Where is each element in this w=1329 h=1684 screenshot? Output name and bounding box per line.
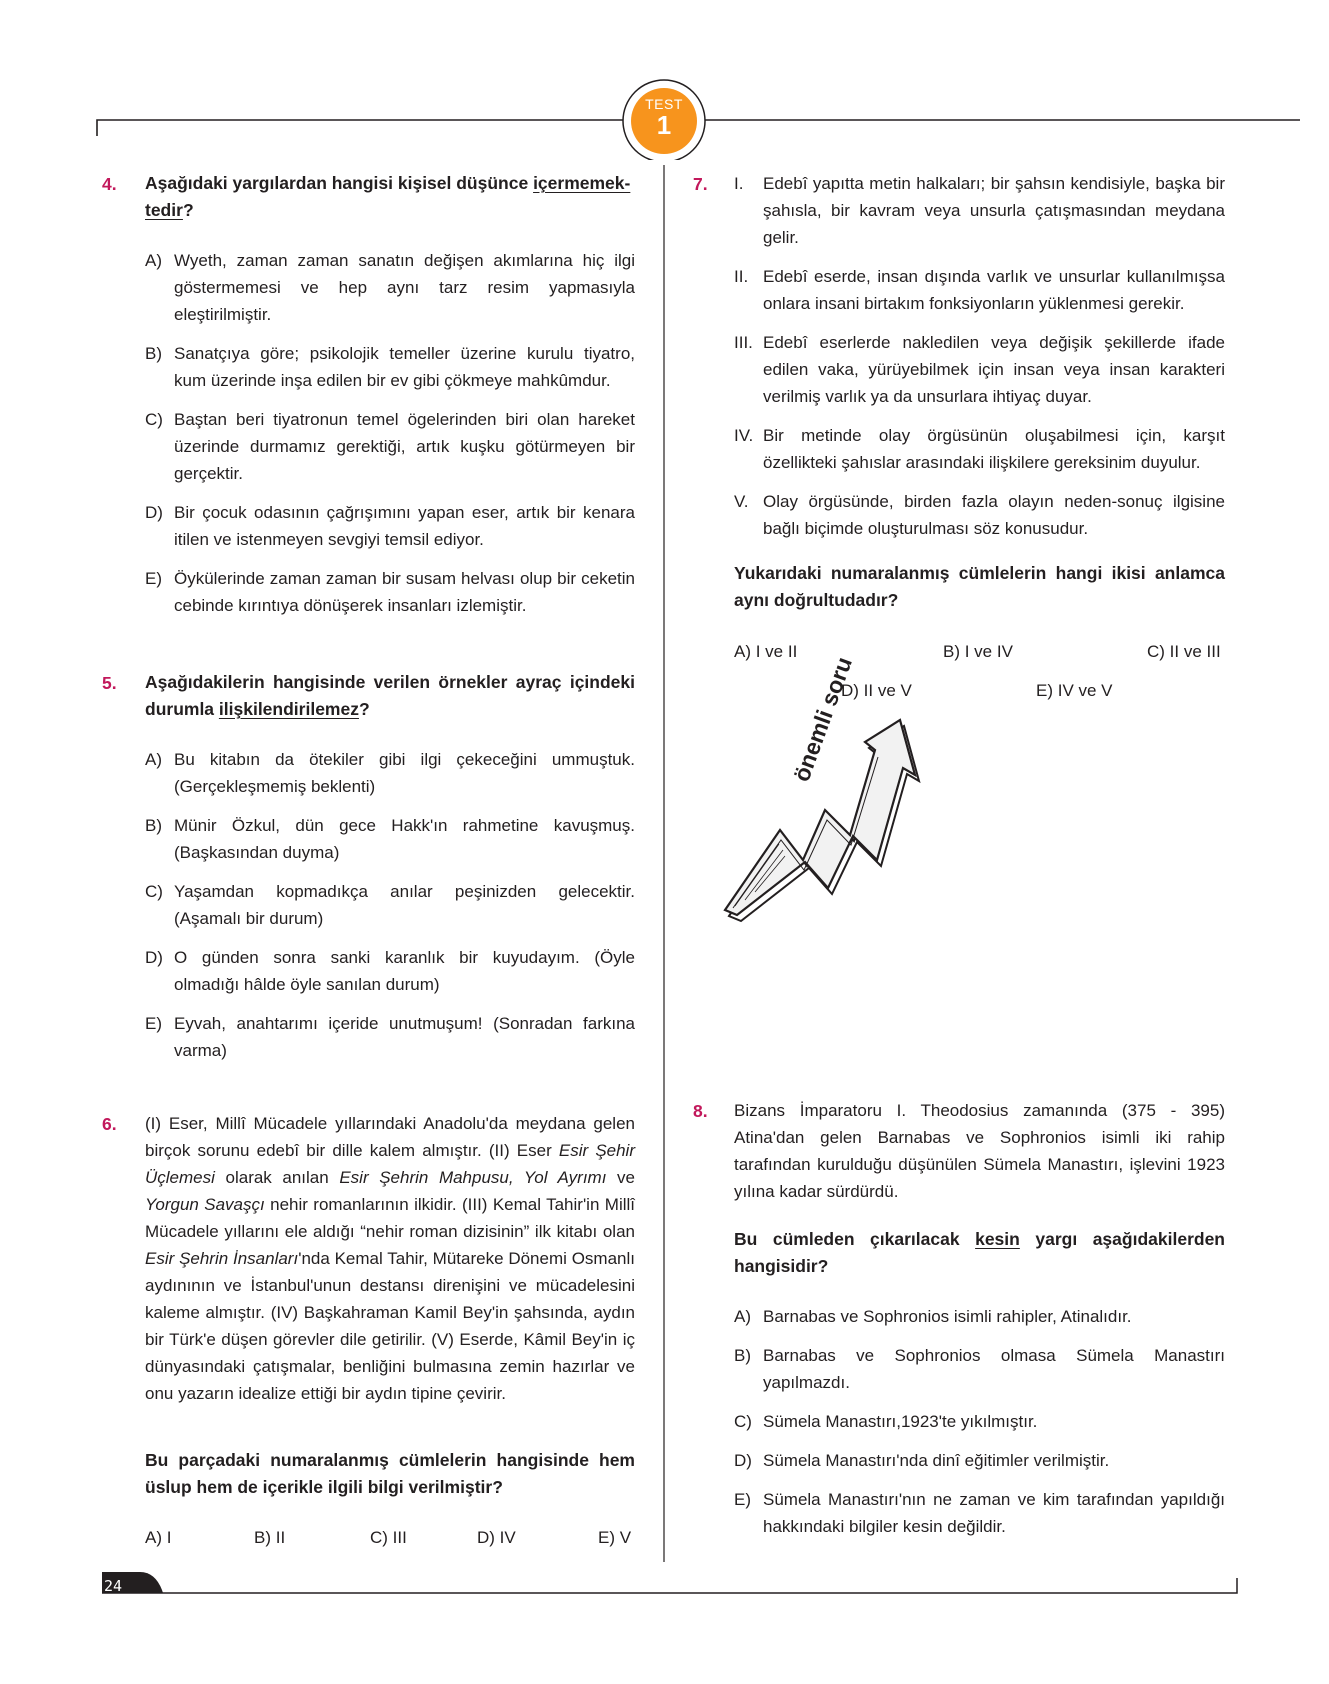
q8-option-d[interactable]: D) Sümela Manastırı'nda dinî eğitimler verilmiştir. (734, 1451, 1110, 1470)
q4-option-a[interactable]: A) Wyeth, zaman zaman sanatın değişen akımlarına hiç ilgi göstermemesi ve hep aynı tarz resim yapmasıyla eleştirilmiştir. (145, 251, 635, 324)
test-label: TEST (645, 96, 683, 112)
q7-option-e[interactable]: E) IV ve V (1036, 681, 1113, 700)
q4-option-e[interactable]: E) Öykülerinde zaman zaman bir susam helvası olup bir ceketin cebinde kırıntıya dönüşerek insanları izlemiştir. (145, 569, 635, 615)
q5-option-d[interactable]: D) O günden sonra sanki karanlık bir kuyudayım. (Öyle olmadığı hâlde öyle sanılan durum) (145, 948, 635, 994)
q7-option-a[interactable]: A) I ve II (734, 642, 798, 661)
footer-frame (0, 1560, 1329, 1610)
q4-option-c[interactable]: C) Baştan beri tiyatronun temel ögelerinden biri olan hareket üzerinde durmamız gerektiği, artık kuşku götürmeyen bir gerçektir. (145, 410, 635, 483)
q7-option-d[interactable]: D) II ve V (841, 681, 912, 700)
test-number: 1 (656, 110, 672, 140)
q7-question: Yukarıdaki numaralanmış cümlelerin hangi ikisi anlamca aynı doğrultudadır? (734, 563, 1225, 610)
q6-option-b[interactable]: B) II (254, 1528, 286, 1547)
q8-passage: Bizans İmparatoru I. Theodosius zamanında (375 - 395) Atina'dan gelen Barnabas ve Sophronios isimli iki rahip tarafından kurulduğu düşünülen Sümela Manastırı, işlevini 1923 yılına kadar sürdürdü. (734, 1101, 1225, 1201)
q8-number: 8. (693, 1101, 708, 1121)
q6-number: 6. (102, 1114, 117, 1134)
q6-option-e[interactable]: E) V (598, 1528, 632, 1547)
q5-option-e[interactable]: E) Eyvah, anahtarımı içeride unutmuşum! (Sonradan farkına varma) (145, 1014, 635, 1060)
page-number: 24 (104, 1577, 123, 1595)
q6-option-d[interactable]: D) IV (477, 1528, 516, 1547)
q8-option-c[interactable]: C) Sümela Manastırı,1923'te yıkılmıştır. (734, 1412, 1038, 1431)
q7-number: 7. (693, 174, 708, 194)
q4-option-d[interactable]: D) Bir çocuk odasının çağrışımını yapan eser, artık bir kenara itilen ve istenmeyen sevgiyi temsil ediyor. (145, 503, 635, 549)
q7-item-4: IV. Bir metinde olay örgüsünün oluşabilmesi için, karşıt özellikteki şahıslar arasındaki ilişkilere gereksinim duyulur. (734, 426, 1225, 472)
q7-item-5: V. Olay örgüsünde, birden fazla olayın neden-sonuç ilgisine bağlı biçimde oluşturulması söz konusudur. (734, 492, 1225, 538)
q5-number: 5. (102, 673, 117, 693)
q7-option-c[interactable]: C) II ve III (1147, 642, 1221, 661)
q5-stem: Aşağıdakilerin hangisinde verilen örnekler ayraç içindeki durumla ilişkilendirilemez? (145, 672, 635, 719)
q4-stem: Aşağıdaki yargılardan hangisi kişisel düşünce içermemek- tedir? (145, 173, 631, 220)
onemli-soru-badge (715, 710, 950, 925)
q6-passage: (I) Eser, Millî Mücadele yıllarındaki Anadolu'da meydana gelen birçok sorunu edebî bir dille kalem almıştır. (II) Eser Esir Şehir Üçlemesi olarak anılan Esir Şehrin Mahpusu, Yol Ayrımı ve Yorgun Savaşçı nehir romanlarının ilkidir. (III) Kemal Tahir'in Millî Mücadele yıllarını ele aldığı “nehir roman dizisinin” ilk kitabı olan Esir Şehrin İnsanları'nda Kemal Tahir, Mütareke Dönemi Osmanlı aydınının ve İstanbul'unun destansı direnişini ve mücadelesini kaleme almıştır. (IV) Başkahraman Kamil Bey'in şahsında, aydın bir Türk'e düşen görevler dile getirilir. (V) Eserde, Kâmil Bey'in iç dünyasındaki çatışmalar, benliğini bulmasına zemin hazırlar ve onu yazarın idealize ettiği bir aydın tipine çevirir. (145, 1114, 636, 1403)
q5-option-c[interactable]: C) Yaşamdan kopmadıkça anılar peşinizden gelecektir. (Aşamalı bir durum) (145, 882, 635, 928)
q8-option-e[interactable]: E) Sümela Manastırı'nın ne zaman ve kim tarafından yapıldığı hakkındaki bilgiler kesin değildir. (734, 1490, 1225, 1536)
q5-option-a[interactable]: A) Bu kitabın da ötekiler gibi ilgi çekeceğini ummuştuk. (Gerçekleşmemiş beklenti) (145, 750, 635, 796)
q4-number: 4. (102, 174, 117, 194)
q8-option-a[interactable]: A) Barnabas ve Sophronios isimli rahipler, Atinalıdır. (734, 1307, 1132, 1326)
q6-option-c[interactable]: C) III (370, 1528, 407, 1547)
q8-option-b[interactable]: B) Barnabas ve Sophronios olmasa Sümela Manastırı yapılmazdı. (734, 1346, 1225, 1392)
q8-stem: Bu cümleden çıkarılacak kesin yargı aşağıdakilerden hangisidir? (734, 1229, 1225, 1276)
q7-item-1: I. Edebî yapıtta metin halkaları; bir şahsın kendisiyle, başka bir şahısla, bir kavram veya unsurla çatışmasından meydana gelir. (734, 174, 1225, 247)
q4-option-b[interactable]: B) Sanatçıya göre; psikolojik temeller üzerine kurulu tiyatro, kum üzerinde inşa edilen bir ev gibi çökmeye mahkûmdur. (145, 344, 635, 390)
q6-option-a[interactable]: A) I (145, 1528, 172, 1547)
q6-question: Bu parçadaki numaralanmış cümlelerin hangisinde hem üslup hem de içerikle ilgili bilgi verilmiştir? (145, 1450, 635, 1497)
q7-item-3: III. Edebî eserlerde nakledilen veya değişik şekillerde ifade edilen vaka, yürüyebilmek için insan veya insan karakteri verilmiş varlık ya da unsurlara ihtiyaç duyar. (734, 333, 1225, 406)
badge-text: önemli soru (788, 653, 858, 785)
q7-option-b[interactable]: B) I ve IV (943, 642, 1013, 661)
q5-option-b[interactable]: B) Münir Özkul, dün gece Hakk'ın rahmetine kavuşmuş. (Başkasından duyma) (145, 816, 635, 862)
q7-item-2: II. Edebî eserde, insan dışında varlık ve unsurlar kullanılmışsa onlara insani birtakım fonksiyonların yüklenmesi gerekir. (734, 267, 1225, 313)
